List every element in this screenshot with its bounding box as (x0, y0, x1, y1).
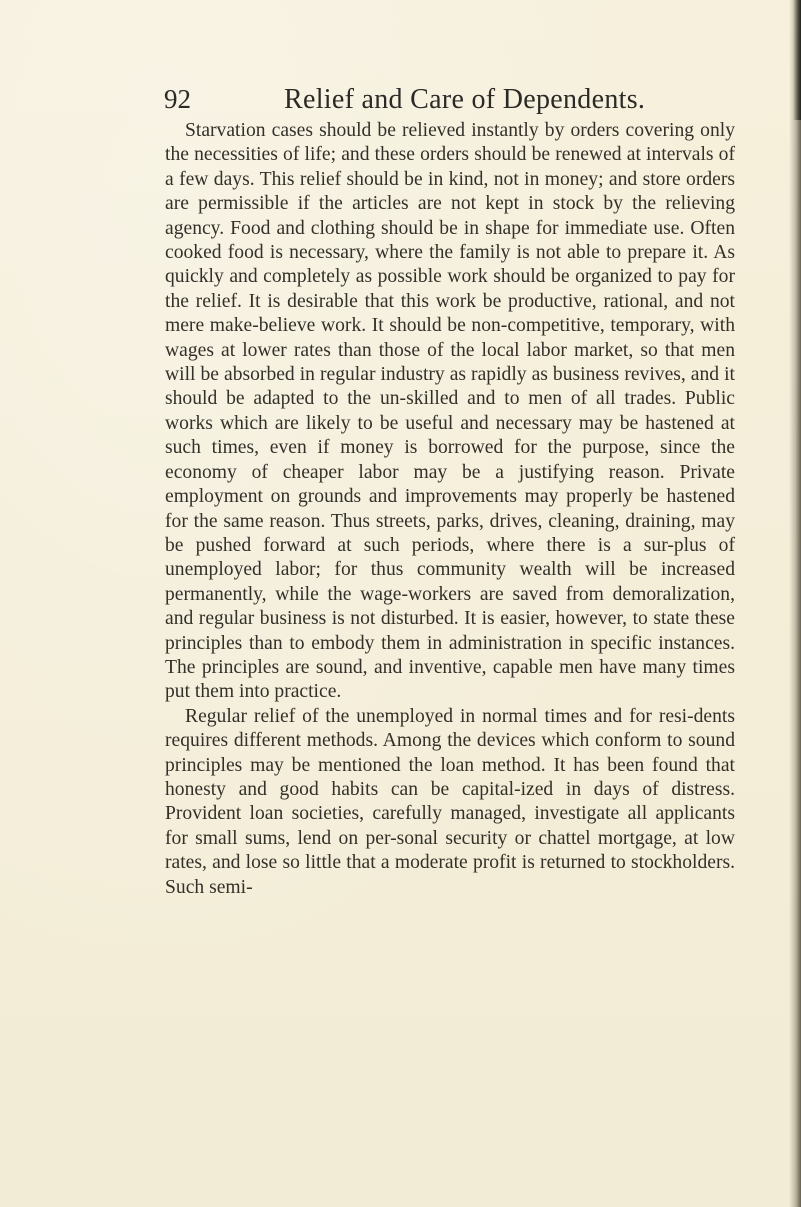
running-head: Relief and Care of Dependents. (284, 84, 646, 115)
body-text (165, 119, 735, 900)
page-edge-shadow (789, 0, 801, 1207)
page-number: 92 (164, 84, 191, 114)
paragraph-starvation-cases: Starvation cases should be relieved instantly by orders covering only the necessities of life; and these orders should be renewed at intervals of a few days. This relief should be in kind, not in money; and store orders are permissible if the articles are not kept in stock by the relieving agency. Food and clothing should be in shape for immediate use. Often cooked food is necessary, where the family is not able to prepare it. As quickly and completely as possible work should be organized to pay for the relief. It is desirable that this work be productive, rational, and not mere make-believe work. It should be non-competitive, temporary, with wages at lower rates than those of the local labor market, so that men will be absorbed in regular industry as rapidly as business revives, and it should be adapted to the un-skilled and to men of all trades. Public works which are likely to be useful and necessary may be hastened at such times, even if money is borrowed for the purpose, since the economy of cheaper labor may be a justifying reason. Private employment on grounds and improvements may properly be hastened for the same reason. Thus streets, parks, drives, cleaning, draining, may be pushed forward at such periods, where there is a sur-plus of unemployed labor; for thus community wealth will be increased permanently, while the wage-workers are saved from demoralization, and regular business is not disturbed. It is easier, however, to state these principles than to embody them in administration in specific instances. The principles are sound, and inventive, capable men have many times put them into practice. (165, 120, 735, 703)
page-edge-shadow-top (793, 0, 801, 120)
page-header (164, 84, 724, 124)
paragraph-regular-relief: Regular relief of the unemployed in normal times and for resi-dents requires different methods. Among the devices which conform to sound principles may be mentioned the loan method. It has been found that honesty and good habits can be capital-ized in days of distress. Provident loan societies, carefully managed, investigate all applicants for small sums, lend on per-sonal security or chattel mortgage, at low rates, and lose so little that a moderate profit is returned to stockholders. Such semi- (165, 705, 735, 898)
